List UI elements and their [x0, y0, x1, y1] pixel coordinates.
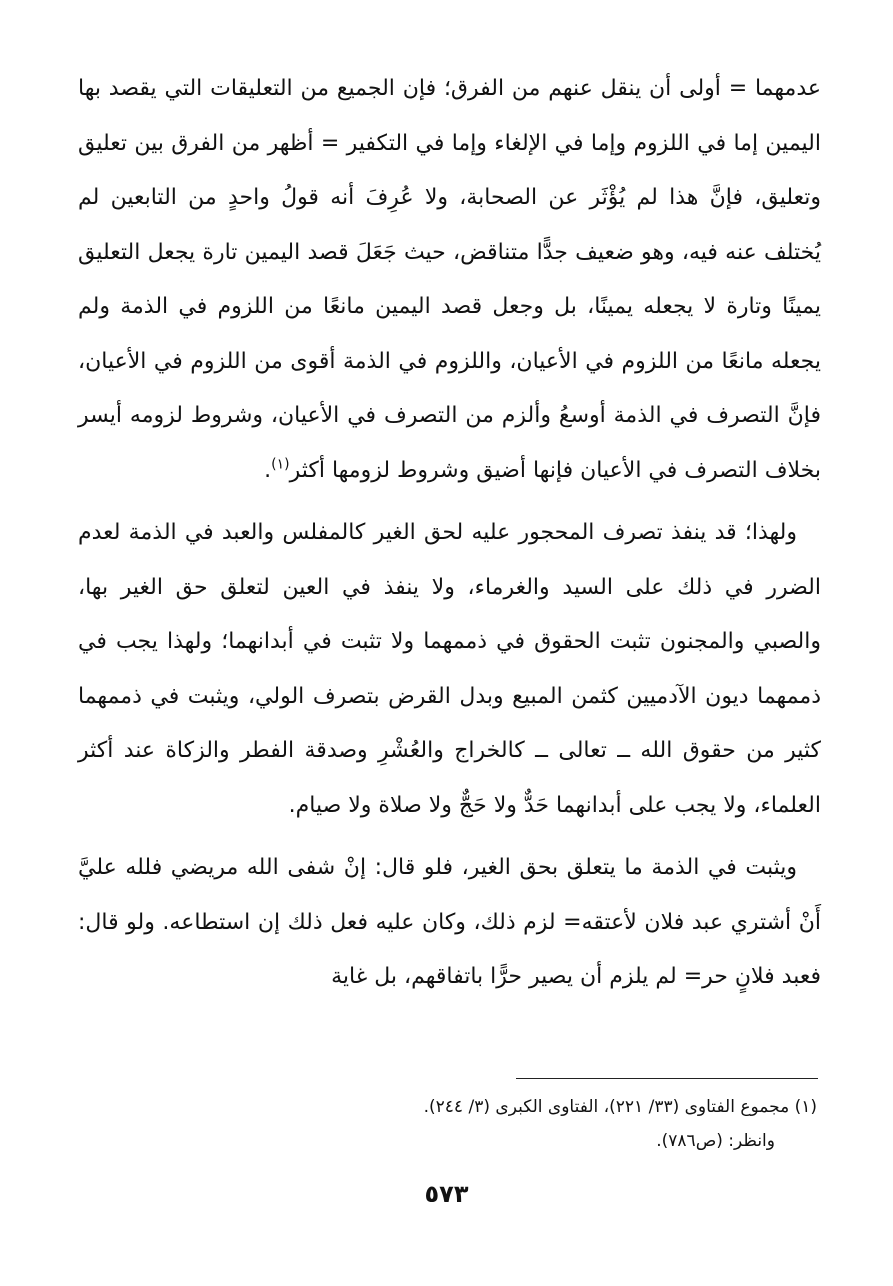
footnotes	[100, 1090, 817, 1158]
paragraph-1	[78, 62, 821, 498]
footnote-separator	[516, 1078, 818, 1079]
paragraph-1-end: .	[264, 457, 272, 483]
footnote-1: (١) مجموع الفتاوى (٣٣/ ٢٢١)، الفتاوى الكبرى (٣/ ٢٤٤).	[423, 1097, 817, 1117]
paragraph-2: ولهذا؛ قد ينفذ تصرف المحجور عليه لحق الغير كالمفلس والعبد في الذمة لعدم الضرر في ذلك على السيد والغرماء، ولا ينفذ في العين لتعلق حق الغير بها، والصبي والمجنون تثبت الحقوق في ذممهما ولا تثبت في أبدانهما؛ ولهذا يجب في ذممهما ديون الآدميين كثمن المبيع وبدل القرض بتصرف الولي، ويثبت في ذممهما كثير من حقوق الله ــ تعالى ــ كالخراج والعُشْرِ وصدقة الفطر والزكاة عند أكثر العلماء، ولا يجب على أبدانهما حَدٌّ ولا حَجٌّ ولا صلاة ولا صيام.	[78, 520, 821, 818]
footnote-1-continuation: وانظر: (ص٧٨٦).	[656, 1131, 775, 1151]
paragraph-3: ويثبت في الذمة ما يتعلق بحق الغير، فلو قال: إنْ شفى الله مريضي فلله عليَّ أَنْ أشتري عبد فلان لأعتقه= لزم ذلك، وكان عليه فعل ذلك إن استطاعه. ولو قال: فعبد فلانٍ حر= لم يلزم أن يصير حرًّا باتفاقهم، بل غاية	[78, 855, 821, 989]
main-text	[78, 62, 821, 1005]
footnote-reference: (١)	[271, 456, 290, 473]
page-number: ٥٧٣	[424, 1180, 469, 1208]
paragraph-1-text: عدمهما = أولى أن ينقل عنهم من الفرق؛ فإن الجميع من التعليقات التي يقصد بها اليمين إما في اللزوم وإما في الإلغاء وإما في التكفير = أظهر من الفرق بين تعليق وتعليق، فإنَّ هذا لم يُؤْثَر عن الصحابة، ولا عُرِفَ أنه قولُ واحدٍ من التابعين لم يُختلف عنه فيه، وهو ضعيف جدًّا متناقض، حيث جَعَلَ قصد اليمين تارة يجعل التعليق يمينًا وتارة لا يجعله يمينًا، بل وجعل قصد اليمين مانعًا من اللزوم في الذمة ولم يجعله مانعًا من اللزوم في الأعيان، واللزوم في الذمة أقوى من اللزوم في الأعيان، فإنَّ التصرف في الذمة أوسعُ وألزم من التصرف في الأعيان، وشروط لزومه أيسر بخلاف التصرف في الأعيان فإنها أضيق وشروط لزومها أكثر	[78, 76, 821, 483]
